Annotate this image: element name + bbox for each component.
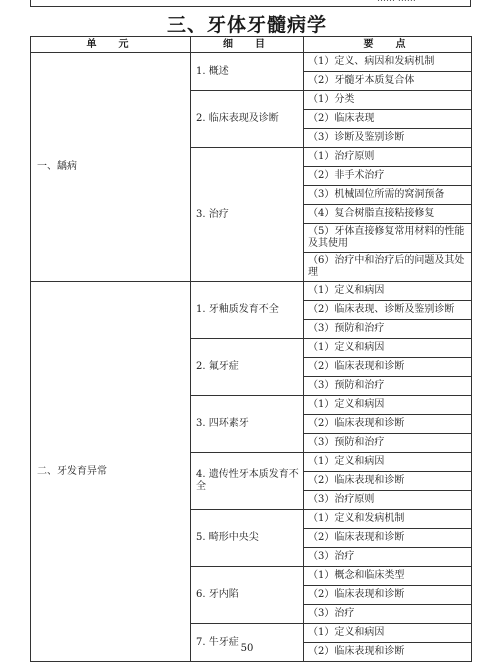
page-number: 50 xyxy=(240,643,254,654)
item-cell: 5. 畸形中央尖 xyxy=(191,510,304,567)
point-cell: （3）治疗 xyxy=(304,548,472,567)
item-cell: 2. 氟牙症 xyxy=(191,339,304,396)
table-row xyxy=(31,53,472,72)
point-cell: （2）临床表现和诊断 xyxy=(304,472,472,491)
point-cell: （2）非手术治疗 xyxy=(304,167,472,186)
point-cell: （3）预防和治疗 xyxy=(304,320,472,339)
point-cell: （2）临床表现 xyxy=(304,110,472,129)
item-cell: 2. 临床表现及诊断 xyxy=(191,91,304,148)
point-cell: （3）机械固位所需的窝洞预备 xyxy=(304,186,472,205)
point-cell: （1）治疗原则 xyxy=(304,148,472,167)
header-unit: 单 元 xyxy=(31,37,191,53)
unit-cell: 二、牙发育异常 xyxy=(31,282,191,662)
point-cell: （5）牙体直接修复常用材料的性能及其使用 xyxy=(304,224,472,253)
point-cell: （1）分类 xyxy=(304,91,472,110)
header-item: 细 目 xyxy=(191,37,304,53)
syllabus-table xyxy=(30,36,472,662)
unit-cell: 一、龋病 xyxy=(31,53,191,282)
point-cell: （1）定义和病因 xyxy=(304,282,472,301)
point-cell: （1）定义和病因 xyxy=(304,624,472,643)
point-cell: （1）定义、病因和发病机制 xyxy=(304,53,472,72)
point-cell: （3）预防和治疗 xyxy=(304,377,472,396)
point-cell: （2）临床表现和诊断 xyxy=(304,529,472,548)
item-cell: 3. 治疗 xyxy=(191,148,304,282)
item-cell: 6. 牙内陷 xyxy=(191,567,304,624)
point-cell: （2）牙髓牙本质复合体 xyxy=(304,72,472,91)
cut-off-text xyxy=(377,0,416,4)
point-cell: （6）治疗中和治疗后的问题及其处理 xyxy=(304,253,472,282)
header-row xyxy=(31,37,472,53)
point-cell: （1）定义和病因 xyxy=(304,396,472,415)
point-cell: （3）诊断及鉴别诊断 xyxy=(304,129,472,148)
table-body xyxy=(31,53,472,662)
point-cell: （2）临床表现和诊断 xyxy=(304,643,472,662)
point-cell: （2）临床表现、诊断及鉴别诊断 xyxy=(304,301,472,320)
item-cell: 4. 遗传性牙本质发育不全 xyxy=(191,453,304,510)
point-cell: （1）定义和病因 xyxy=(304,339,472,358)
point-cell: （4）复合树脂直接粘接修复 xyxy=(304,205,472,224)
table-row xyxy=(31,282,472,301)
section-title: 三、牙体牙髓病学 xyxy=(166,14,327,36)
item-cell: 7. 牛牙症 xyxy=(191,624,304,662)
point-cell: （2）临床表现和诊断 xyxy=(304,415,472,434)
point-cell: （3）治疗原则 xyxy=(304,491,472,510)
point-cell: （3）预防和治疗 xyxy=(304,434,472,453)
header-points: 要 点 xyxy=(304,37,472,53)
previous-table-fragment xyxy=(30,0,471,7)
item-cell: 1. 牙釉质发育不全 xyxy=(191,282,304,339)
point-cell: （2）临床表现和诊断 xyxy=(304,586,472,605)
point-cell: （3）治疗 xyxy=(304,605,472,624)
item-cell: 1. 概述 xyxy=(191,53,304,91)
point-cell: （1）定义和发病机制 xyxy=(304,510,472,529)
point-cell: （1）定义和病因 xyxy=(304,453,472,472)
point-cell: （1）概念和临床类型 xyxy=(304,567,472,586)
item-cell: 3. 四环素牙 xyxy=(191,396,304,453)
point-cell: （2）临床表现和诊断 xyxy=(304,358,472,377)
